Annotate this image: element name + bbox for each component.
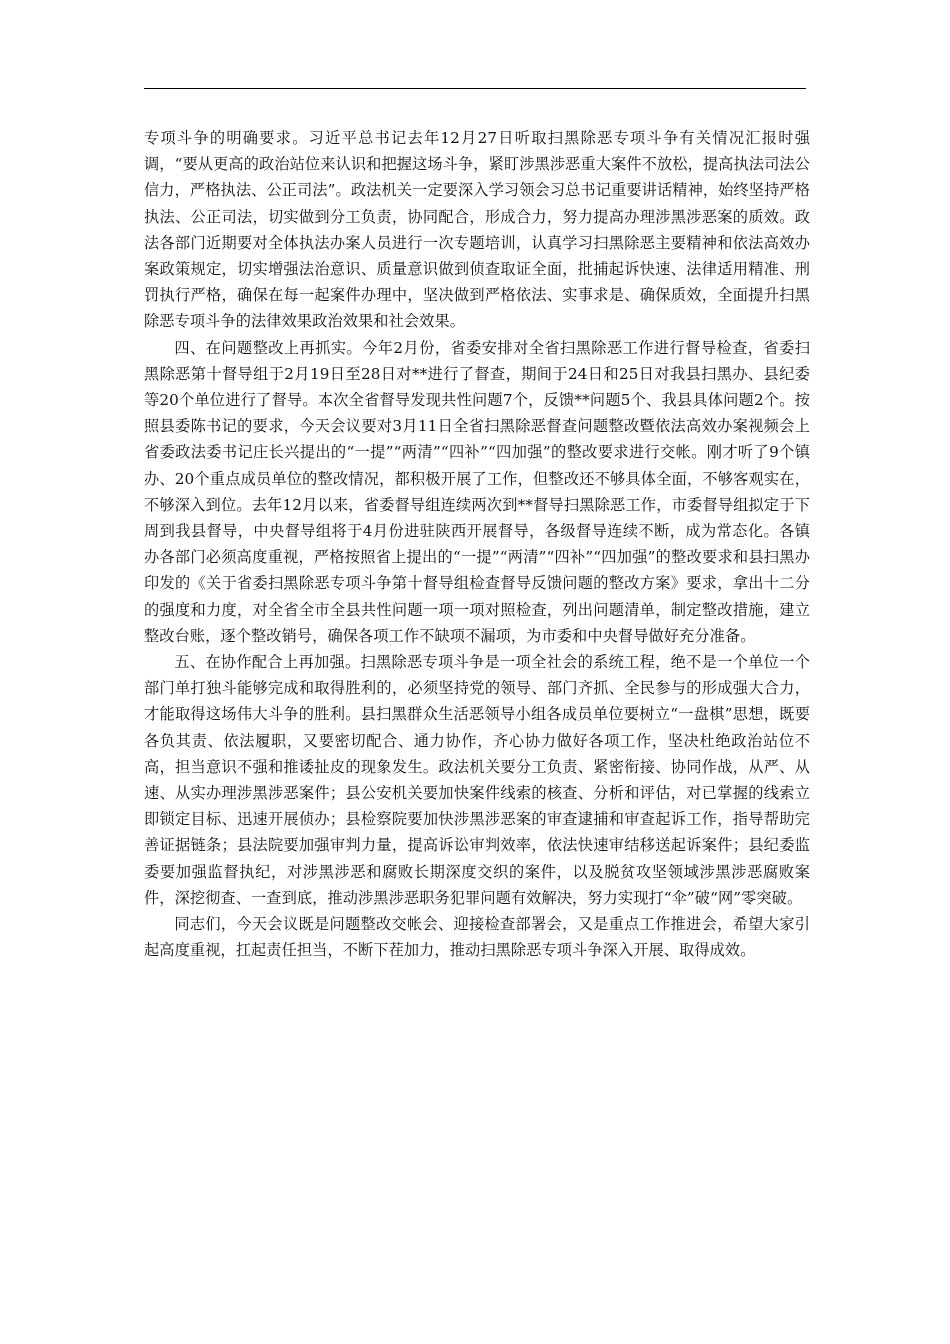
paragraph-continuation: 专项斗争的明确要求。习近平总书记去年12月27日听取扫黑除恶专项斗争有关情况汇报时强调，“要从更高的政治站位来认识和把握这场斗争，紧盯涉黑涉恶重大案件不放松，提高执法司法公信力，严格执法、公正司法”。政法机关一定要深入学习领会习总书记重要讲话精神，始终坚持严格执法、公正司法，切实做到分工负责，协同配合，形成合力，努力提高办理涉黑涉恶案的质效。政法各部门近期要对全体执法办案人员进行一次专题培训，认真学习扫黑除恶主要精神和依法高效办案政策规定，切实增强法治意识、质量意识做到侦查取证全面，批捕起诉快速、法律适用精准、刑罚执行严格，确保在每一起案件办理中，坚决做到严格依法、实事求是、确保质效，全面提升扫黑除恶专项斗争的法律效果政治效果和社会效果。 (144, 129, 810, 331)
paragraph-section-five: 五、在协作配合上再加强。扫黑除恶专项斗争是一项全社会的系统工程，绝不是一个单位一个部门单打独斗能够完成和取得胜利的，必须坚持党的领导、部门齐抓、全民参与的形成强大合力，才能取得这场伟大斗争的胜利。县扫黑群众生活恶领导小组各成员单位要树立“一盘棋”思想，既要各负其责、依法履职，又要密切配合、通力协作，齐心协力做好各项工作，坚决杜绝政治站位不高，担当意识不强和推诿扯皮的现象发生。政法机关要分工负责、紧密衔接、协同作战，从严、从速、从实办理涉黑涉恶案件；县公安机关要加快案件线索的核查、分析和评估，对已掌握的线索立即锁定目标、迅速开展侦办；县检察院要加快涉黑涉恶案的审查逮捕和审查起诉工作，指导帮助完善证据链条；县法院要加强审判力量，提高诉讼审判效率，依法快速审结移送起诉案件；县纪委监委要加强监督执纪，对涉黑涉恶和腐败长期深度交织的案件，以及脱贫攻坚领域涉黑涉恶腐败案件，深挖彻查、一查到底，推动涉黑涉恶职务犯罪问题有效解决，努力实现打“伞”破“网”零突破。 (144, 653, 810, 907)
paragraph-section-four: 四、在问题整改上再抓实。今年2月份，省委安排对全省扫黑除恶工作进行督导检查，省委扫黑除恶第十督导组于2月19日至28日对**进行了督查，期间于24日和25日对我县扫黑办、县纪委等20个单位进行了督导。本次全省督导发现共性问题7个，反馈**问题5个、我县具体问题2个。按照县委陈书记的要求，今天会议要对3月11日全省扫黑除恶督查问题整改暨依法高效办案视频会上省委政法委书记庄长兴提出的“一提”“两清”“四补”“四加强”的整改要求进行交帐。刚才听了9个镇办、20个重点成员单位的整改情况，都积极开展了工作，但整改还不够具体全面，不够客观实在，不够深入到位。去年12月以来，省委督导组连续两次到**督导扫黑除恶工作，市委督导组拟定于下周到我县督导，中央督导组将于4月份进驻陕西开展督导，各级督导连续不断，成为常态化。各镇办各部门必须高度重视，严格按照省上提出的“一提”“两清”“四补”“四加强”的整改要求和县扫黑办印发的《关于省委扫黑除恶专项斗争第十督导组检查督导反馈问题的整改方案》要求，拿出十二分的强度和力度，对全省全市全县共性问题一项一项对照检查，列出问题清单，制定整改措施，建立整改台账，逐个整改销号，确保各项工作不缺项不漏项，为市委和中央督导做好充分准备。 (144, 338, 810, 645)
document-body (144, 125, 810, 964)
paragraph-closing: 同志们，今天会议既是问题整改交帐会、迎接检查部署会，又是重点工作推进会，希望大家引起高度重视，扛起责任担当，不断下茬加力，推动扫黑除恶专项斗争深入开展、取得成效。 (144, 915, 810, 960)
header-rule (144, 88, 806, 89)
